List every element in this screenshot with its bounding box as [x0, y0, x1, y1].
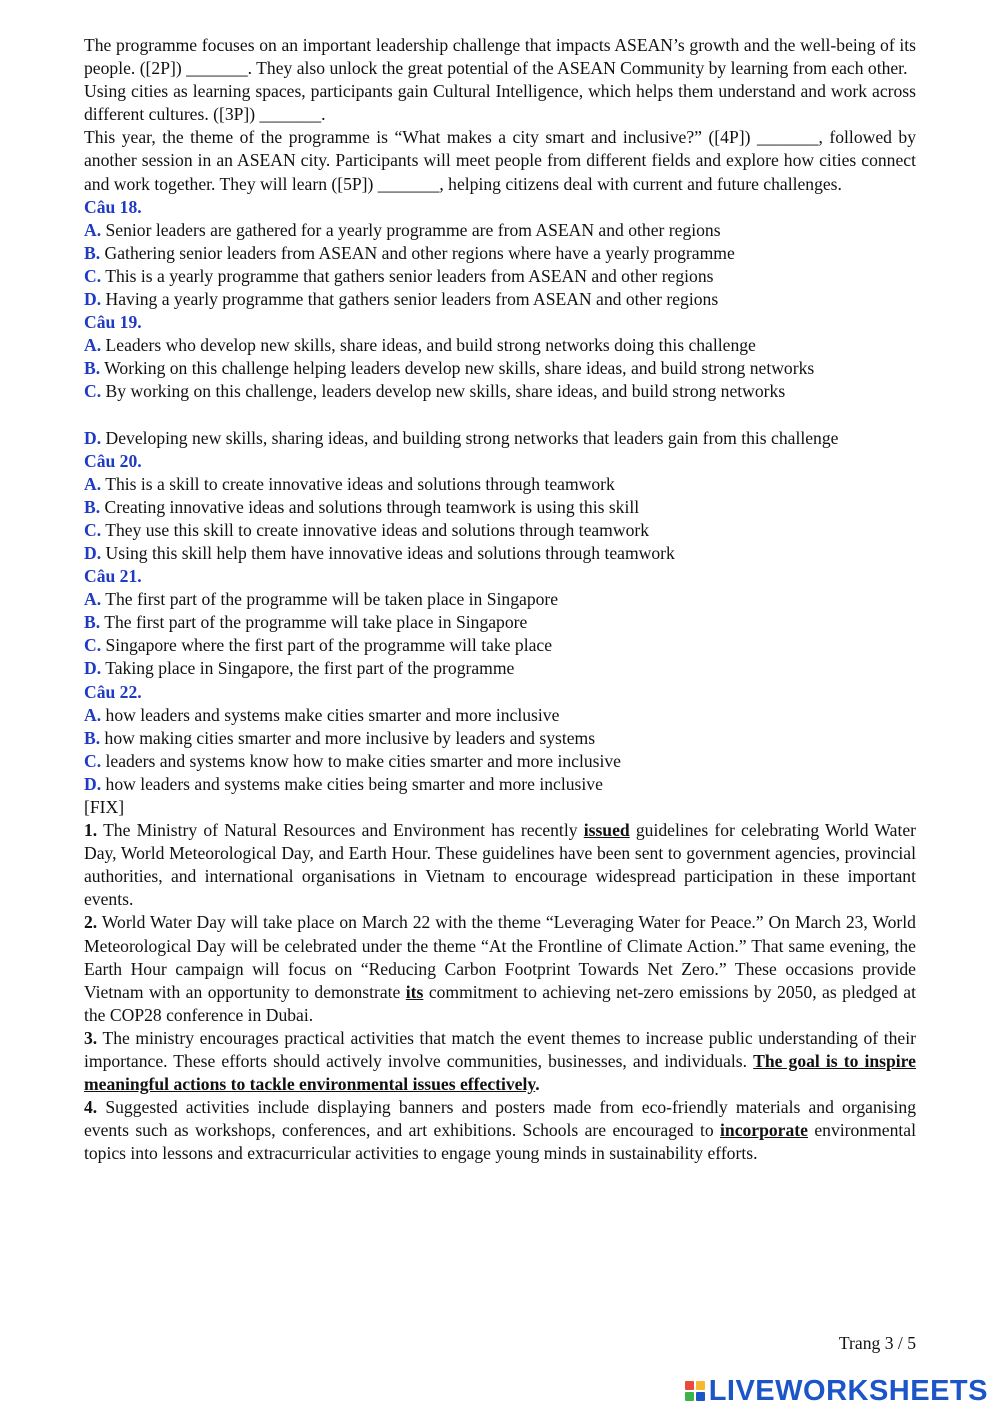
answer-option[interactable] — [84, 334, 916, 357]
option-text: Using this skill help them have innovative ideas and solutions through teamwork — [105, 542, 675, 563]
option-text: By working on this challenge, leaders develop new skills, share ideas, and build strong networks — [105, 381, 786, 402]
answer-option[interactable] — [84, 634, 916, 657]
option-letter: C. — [84, 750, 102, 771]
brand-logo[interactable] — [685, 1374, 988, 1408]
option-letter: B. — [84, 358, 101, 379]
option-text: leaders and systems know how to make cities smarter and more inclusive — [105, 750, 621, 771]
option-text: Singapore where the first part of the programme will take place — [105, 635, 553, 656]
option-letter: B. — [84, 727, 101, 748]
option-text: Working on this challenge helping leaders develop new skills, share ideas, and build strong networks — [104, 358, 815, 379]
question-label: Câu 18. — [84, 196, 142, 217]
option-text: Gathering senior leaders from ASEAN and other regions where have a yearly programme — [104, 242, 735, 263]
option-letter: C. — [84, 381, 102, 402]
answer-option[interactable] — [84, 773, 916, 796]
answer-option[interactable] — [84, 242, 916, 265]
option-letter: A. — [84, 219, 102, 240]
option-letter: D. — [84, 427, 102, 448]
option-letter: B. — [84, 612, 101, 633]
paragraph-number: 3. — [84, 1027, 98, 1048]
option-text: The first part of the programme will be taken place in Singapore — [105, 589, 559, 610]
paragraph-number: 4. — [84, 1097, 98, 1118]
question-list — [84, 196, 916, 796]
highlighted-word: its — [405, 981, 424, 1002]
answer-option[interactable] — [84, 427, 916, 450]
option-letter: D. — [84, 542, 102, 563]
passage-paragraph-3: This year, the theme of the programme is “What makes a city smart and inclusive?” ([4P]) _______, followed by another session in an ASEAN city. Participants will meet people from different fields and explore how cities connect and work together. They will learn ([5P]) _______, helping citizens deal with current and future challenges. — [84, 127, 916, 194]
option-letter: A. — [84, 704, 102, 725]
option-text: how leaders and systems make cities smarter and more inclusive — [105, 704, 560, 725]
answer-option[interactable] — [84, 265, 916, 288]
question-label: Câu 21. — [84, 566, 142, 587]
question-label: Câu 22. — [84, 681, 142, 702]
passage-paragraph-1: The programme focuses on an important leadership challenge that impacts ASEAN’s growth and the well-being of its people. ([2P]) _______. They also unlock the great potential of the ASEAN Community by learning from each other. — [84, 35, 916, 79]
reading-paragraph-1: 1. The Ministry of Natural Resources and Environment has recently issued guidelines for celebrating World Water Day, World Meteorological Day, and Earth Hour. These guidelines have been sent to government agencies, provincial authorities, and international organisations in Vietnam to encourage widespread participation in these important events. — [84, 820, 916, 910]
paragraph-number: 2. — [84, 912, 98, 933]
passage-paragraph-2: Using cities as learning spaces, participants gain Cultural Intelligence, which helps them understand and work across different cultures. ([3P]) _______. — [84, 81, 916, 125]
option-letter: D. — [84, 773, 102, 794]
answer-option[interactable] — [84, 473, 916, 496]
option-text: how leaders and systems make cities being smarter and more inclusive — [105, 773, 603, 794]
answer-option[interactable] — [84, 657, 916, 680]
option-letter: D. — [84, 658, 102, 679]
answer-option[interactable] — [84, 519, 916, 542]
option-letter: D. — [84, 289, 102, 310]
brand-name: LIVEWORKSHEETS — [708, 1374, 988, 1407]
option-text: Developing new skills, sharing ideas, and building strong networks that leaders gain from this challenge — [105, 427, 839, 448]
reading-paragraph-4: 4. Suggested activities include displaying banners and posters made from eco-friendly materials and organising events such as workshops, conferences, and art exhibitions. Schools are encouraged to incorporate environmental topics into lessons and extracurricular activities to engage young minds in sustainability efforts. — [84, 1097, 916, 1164]
answer-option[interactable] — [84, 380, 916, 403]
question-label: Câu 20. — [84, 450, 142, 471]
answer-option[interactable] — [84, 288, 916, 311]
option-text: This is a yearly programme that gathers senior leaders from ASEAN and other regions — [105, 265, 714, 286]
option-text: Having a yearly programme that gathers senior leaders from ASEAN and other regions — [105, 289, 719, 310]
answer-option[interactable] — [84, 496, 916, 519]
question-label: Câu 19. — [84, 312, 142, 333]
liveworksheets-icon — [685, 1381, 705, 1401]
answer-option[interactable] — [84, 611, 916, 634]
answer-option[interactable] — [84, 219, 916, 242]
highlighted-sentence: The goal is to inspire meaningful actions to tackle environmental issues effectively — [84, 1051, 916, 1095]
answer-option[interactable] — [84, 750, 916, 773]
page-number: Trang 3 / 5 — [838, 1333, 916, 1353]
answer-option[interactable] — [84, 357, 916, 380]
option-text: The first part of the programme will take place in Singapore — [104, 612, 528, 633]
option-letter: A. — [84, 335, 102, 356]
fix-label: [FIX] — [84, 797, 125, 817]
answer-option[interactable] — [84, 588, 916, 611]
option-text: Senior leaders are gathered for a yearly programme are from ASEAN and other regions — [105, 219, 721, 240]
option-letter: B. — [84, 496, 101, 517]
option-text: Taking place in Singapore, the first part of the programme — [105, 658, 515, 679]
document-page — [84, 34, 916, 1166]
option-letter: B. — [84, 242, 101, 263]
option-letter: C. — [84, 265, 102, 286]
option-text: Creating innovative ideas and solutions through teamwork is using this skill — [104, 496, 640, 517]
answer-option[interactable] — [84, 542, 916, 565]
option-text: Leaders who develop new skills, share ideas, and build strong networks doing this challenge — [105, 335, 756, 356]
highlighted-word: issued — [583, 820, 630, 841]
highlighted-word: incorporate — [720, 1120, 808, 1141]
option-text: This is a skill to create innovative ideas and solutions through teamwork — [105, 473, 615, 494]
reading-paragraph-3: 3. The ministry encourages practical activities that match the event themes to increase public understanding of their importance. These efforts should actively involve communities, businesses, and individuals. The goal is to inspire meaningful actions to tackle environmental issues effectively. — [84, 1027, 916, 1095]
option-letter: A. — [84, 473, 102, 494]
blank-line — [84, 404, 916, 427]
reading-paragraph-2: 2. World Water Day will take place on March 22 with the theme “Leveraging Water for Peace.” On March 23, World Meteorological Day will be celebrated under the theme “At the Frontline of Climate Action.” That same evening, the Earth Hour campaign will focus on “Reducing Carbon Footprint Towards Net Zero.” These occasions provide Vietnam with an opportunity to demonstrate its commitment to achieving net-zero emissions by 2050, as pledged at the COP28 conference in Dubai. — [84, 912, 916, 1025]
option-letter: C. — [84, 635, 102, 656]
option-letter: A. — [84, 589, 102, 610]
option-text: They use this skill to create innovative ideas and solutions through teamwork — [105, 519, 650, 540]
paragraph-number: 1. — [84, 820, 98, 841]
answer-option[interactable] — [84, 727, 916, 750]
answer-option[interactable] — [84, 704, 916, 727]
option-text: how making cities smarter and more inclusive by leaders and systems — [104, 727, 596, 748]
option-letter: C. — [84, 519, 102, 540]
